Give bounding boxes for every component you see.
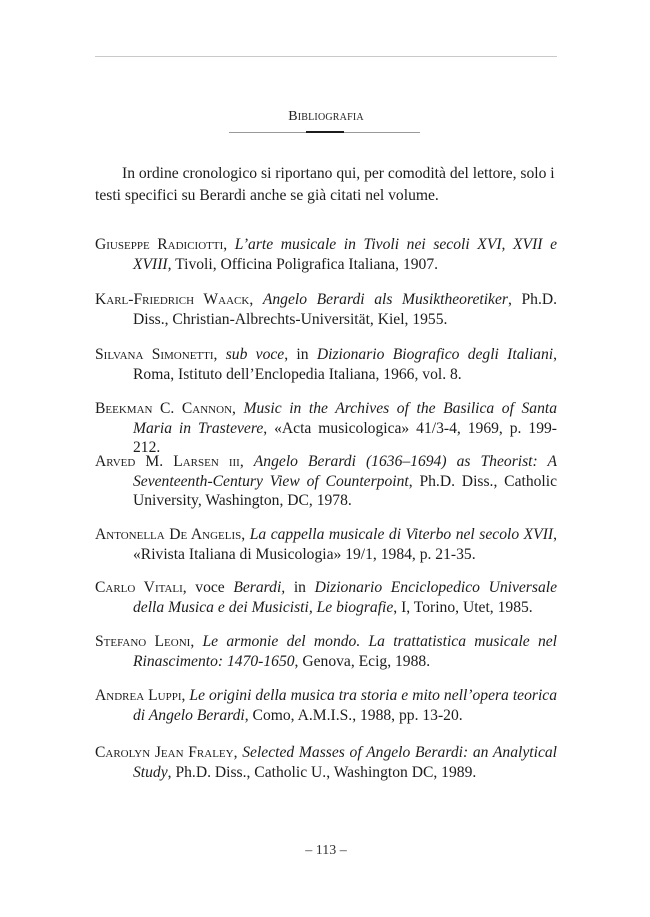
entry-publication: , Roma, Istituto dell’Enclopedia Italiana, 1966, vol. 8. [133,346,557,383]
entry-separator: , [213,346,226,363]
header-rule [95,56,557,57]
entry-author: Carolyn Jean Fraley [95,744,234,761]
bibliography-entry [95,290,557,329]
entry-title: Angelo Berardi (1636–1694) as Theorist: A Seventeenth-Century View of Counterpoint [133,453,557,490]
entry-separator: , [233,744,243,761]
entry-title: Selected Masses of Angelo Berardi: an Analytical Study [133,744,557,781]
entry-title: Le origini della musica tra storia e mito nell’opera teorica di Angelo Berardi [133,687,558,724]
bibliography-entry [95,235,557,274]
entry-author: Andrea Luppi [95,687,182,704]
entry-title: Le armonie del mondo. La trattatistica musicale nel Rinascimento: 1470-1650 [133,633,558,670]
entry-publication: , «Acta musicologica» 41/3-4, 1969, p. 199-212. [133,419,557,456]
entry-publication: , Ph.D. Diss., Christian-Albrechts-Universität, Kiel, 1955. [133,291,558,328]
entry-title-secondary: Dizionario Biografico degli Italiani [316,346,554,363]
entry-publication: Tivoli, Officina Poligrafica Italiana, 1907. [171,255,439,273]
entry-publication: , I, Torino, Utet, 1985. [393,598,533,616]
entry-separator: , [241,526,250,543]
entry-title: Berardi, [233,579,286,596]
entry-publication: , Como, A.M.I.S., 1988, pp. 13-20. [244,706,463,724]
entry-publication: , «Rivista Italiana di Musicologia» 19/1, 1984, p. 21-35. [133,526,557,563]
bibliography-entry [95,743,557,782]
entry-publication: , Ph.D. Diss., Catholic University, Washington, DC, 1978. [133,472,558,509]
entry-separator: , [249,291,263,308]
entry-author: Carlo Vitali [95,579,183,596]
bibliography-entry [95,632,557,671]
entry-connector: , in [284,346,317,363]
entry-title: La cappella musicale di Viterbo nel secolo XVII [249,526,554,543]
entry-author: Karl-Friedrich Waack [95,291,250,308]
entry-author: Stefano Leoni [95,633,191,650]
entry-publication: , Ph.D. Diss., Catholic U., Washington DC, 1989. [167,763,477,781]
entry-author: Beekman C. Cannon [95,400,233,417]
bibliography-entry [95,345,557,384]
entry-separator: , [232,400,244,417]
entry-title: L’arte musicale in Tivoli nei secoli XVI, XVII e XVIII, [133,236,557,273]
entry-title-secondary: Dizionario Enciclopedico Universale della Musica e dei Musicisti, Le biografie [133,579,557,616]
intro-paragraph: In ordine cronologico si riportano qui, per comodità del lettore, solo i testi specifici su Berardi anche se già citati nel volume. [95,165,555,204]
entry-title: Angelo Berardi als Musiktheoretiker [262,291,508,308]
entry-author: Silvana Simonetti [95,346,214,363]
entry-author: Antonella De Angelis [95,526,242,543]
page-title: Bibliografia [288,109,364,124]
bibliography-entry [95,578,557,617]
title-underline-accent [306,131,344,133]
entry-separator: , [181,687,190,704]
entry-author: Giuseppe Radiciotti [95,236,224,253]
bibliography-entry [95,686,557,725]
entry-separator: , [223,236,235,253]
bibliography-entry [95,452,557,511]
entry-separator: , voce [182,579,234,596]
entry-separator: , [190,633,203,650]
entry-title: sub voce [225,346,285,363]
entry-author: Arved M. Larsen iii [95,453,240,470]
bibliography-entry [95,399,557,458]
page-number: – 113 – [305,843,347,858]
entry-connector: in [285,579,315,596]
entry-separator: , [239,453,254,470]
entry-publication: , Genova, Ecig, 1988. [294,652,431,670]
bibliography-entry [95,525,557,564]
entry-title: Music in the Archives of the Basilica of Santa Maria in Trastevere [133,400,558,437]
